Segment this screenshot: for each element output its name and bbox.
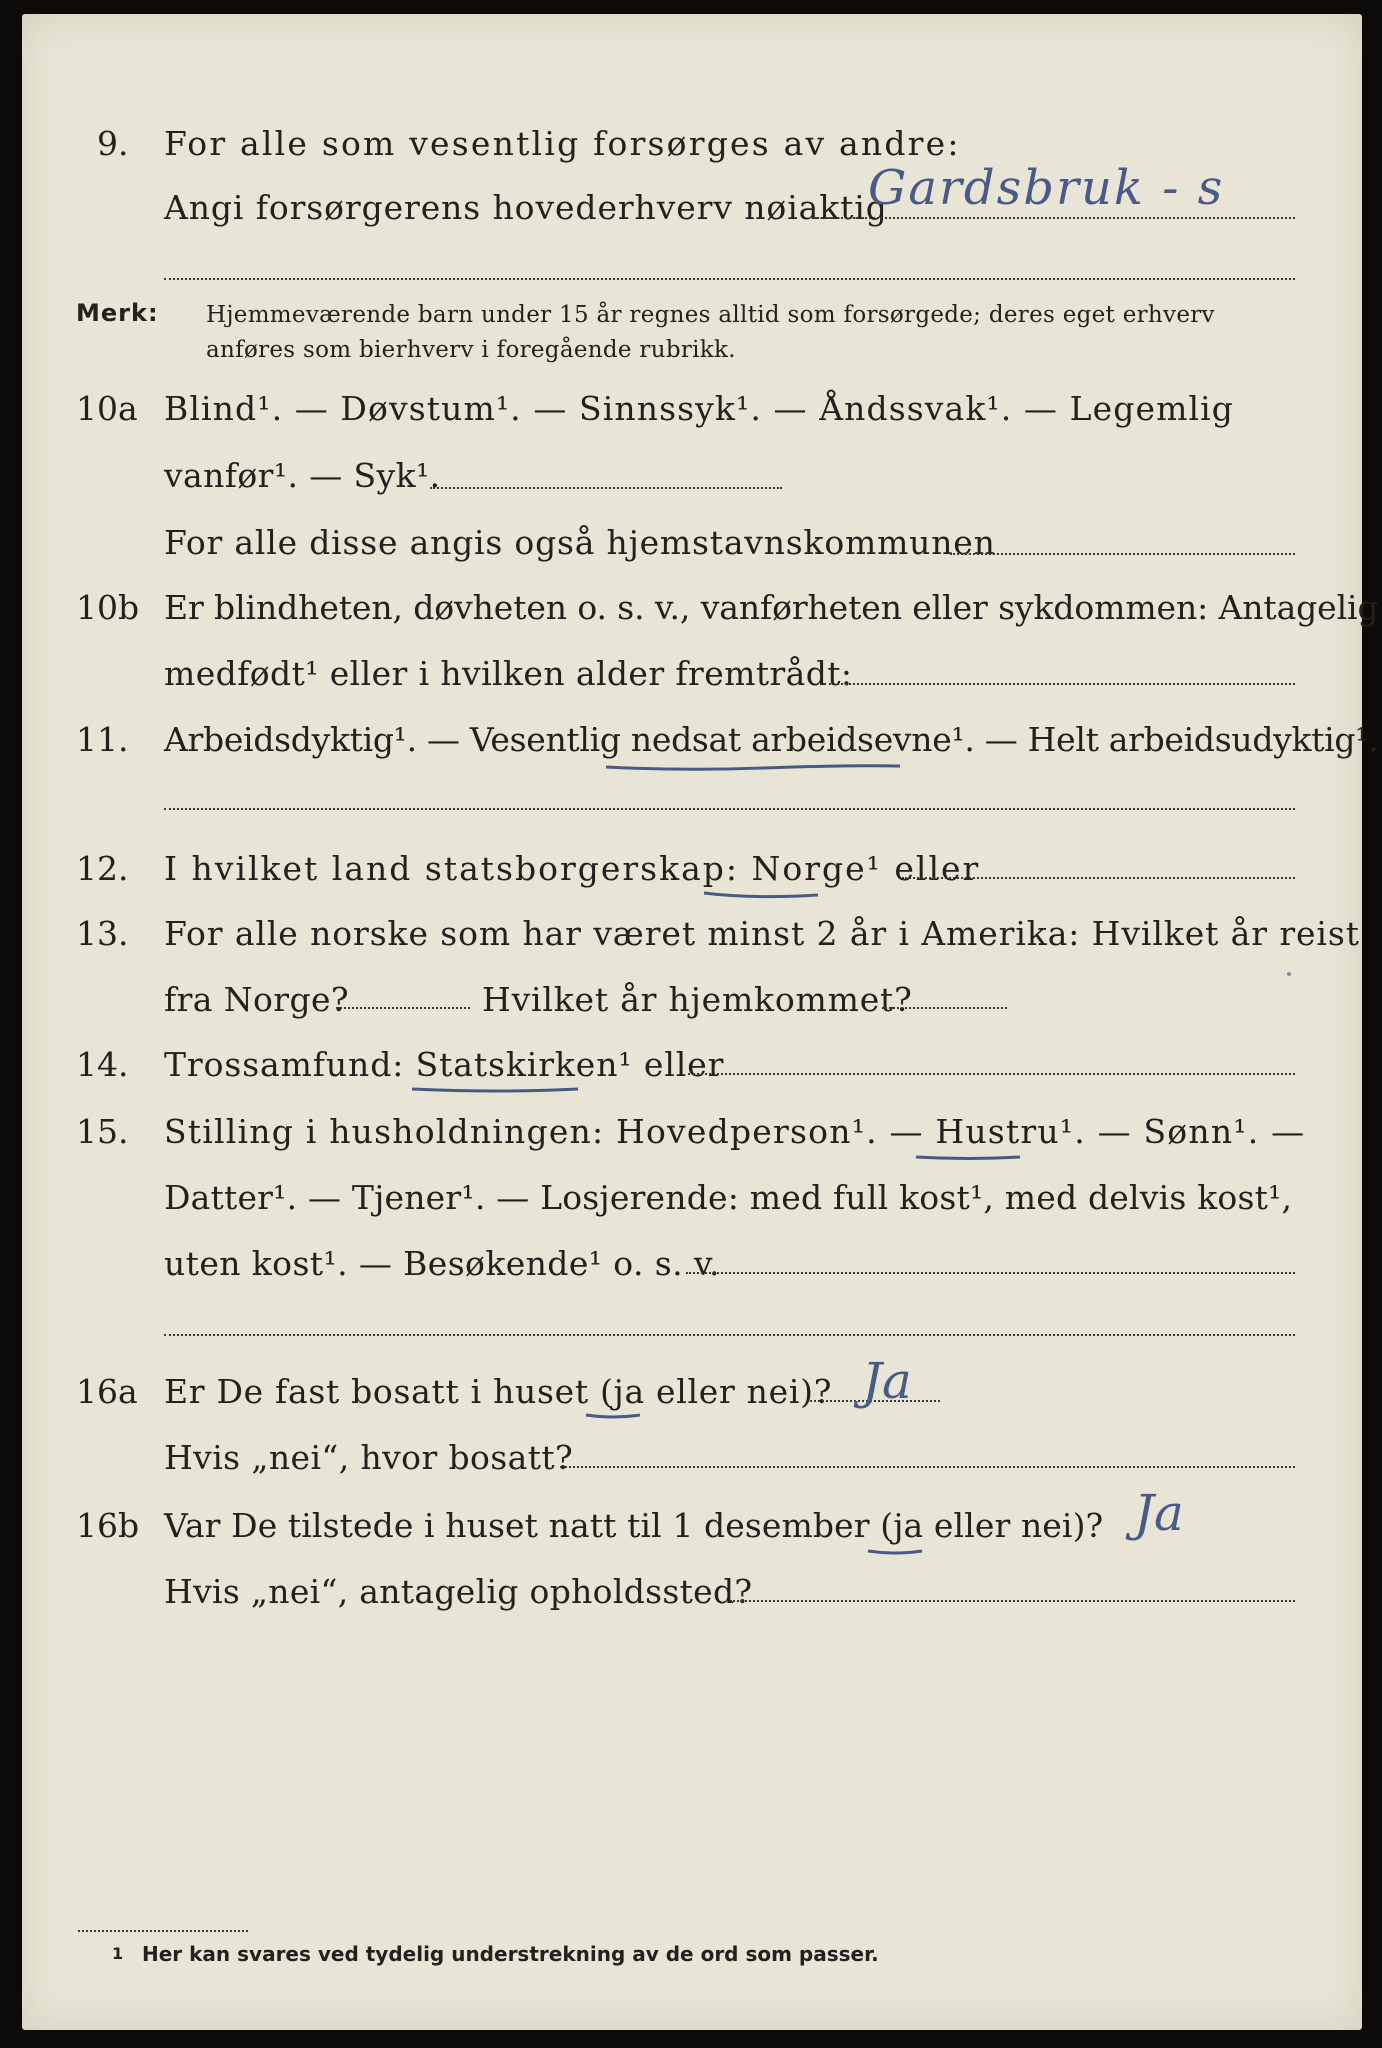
- answer-line: [560, 1466, 1295, 1468]
- item-15-number: 15.: [76, 1112, 129, 1151]
- answer-line: [824, 683, 1295, 685]
- merk-line1: Hjemmeværende barn under 15 år regnes alltid som forsørgede; deres eget erhverv: [206, 302, 1215, 328]
- handwritten-answer-16a: Ja: [862, 1352, 912, 1410]
- handwritten-underline-ja: [584, 1410, 644, 1422]
- handwritten-underline-hustru: [914, 1152, 1024, 1164]
- item-16a-line2: Hvis „nei“, hvor bosatt?: [164, 1438, 574, 1477]
- answer-line: [686, 1272, 1295, 1274]
- footnote-mark: 1: [112, 1944, 124, 1963]
- item-13-number: 13.: [76, 914, 129, 953]
- item-15-line2: Datter¹. — Tjener¹. — Losjerende: med full kost¹, med delvis kost¹,: [164, 1178, 1293, 1217]
- footnote-text: Her kan svares ved tydelig understrekning av de ord som passer.: [142, 1942, 879, 1966]
- handwritten-answer-occupation: Gardsbruk - s: [868, 160, 1225, 216]
- item-10a-line3: For alle disse angis også hjemstavnskommunen: [164, 523, 996, 562]
- merk-line2: anføres som bierhverv i foregående rubrikk.: [206, 337, 736, 363]
- item-16a-number: 16a: [76, 1372, 138, 1411]
- section-divider: [164, 278, 1295, 280]
- item-9-line1: For alle som vesentlig forsørges av andre:: [164, 124, 961, 163]
- handwritten-answer-16b: Ja: [1134, 1484, 1184, 1542]
- answer-line: [813, 217, 1295, 219]
- item-14-number: 14.: [76, 1045, 129, 1084]
- item-12-line1: I hvilket land statsborgerskap: Norge¹ eller: [164, 849, 981, 888]
- item-16b-line1: Var De tilstede i huset natt til 1 desember (ja eller nei)?: [164, 1506, 1104, 1545]
- answer-line: [902, 877, 1295, 879]
- item-10b-number: 10b: [76, 588, 140, 627]
- item-11-line1: Arbeidsdyktig¹. — Vesentlig nedsat arbeidsevne¹. — Helt arbeidsudyktig¹.: [164, 720, 1379, 759]
- item-13-line2a: fra Norge?: [164, 980, 350, 1019]
- item-10b-line1: Er blindheten, døvheten o. s. v., vanførheten eller sykdommen: Antagelig: [164, 588, 1379, 627]
- answer-line: [688, 1073, 1295, 1075]
- item-16a-line1: Er De fast bosatt i huset (ja eller nei)?: [164, 1372, 833, 1411]
- item-10b-line2: medfødt¹ eller i hvilken alder fremtrådt:: [164, 654, 853, 693]
- answer-line: [950, 553, 1295, 555]
- item-9-line2: Angi forsørgerens hovederhverv nøiaktig: [164, 188, 888, 227]
- item-11-number: 11.: [76, 720, 129, 759]
- answer-line: [730, 1600, 1295, 1602]
- merk-label: Merk:: [76, 299, 159, 327]
- item-10a-number: 10a: [76, 389, 138, 428]
- handwritten-underline-statskirken: [410, 1084, 582, 1096]
- handwritten-underline-norge: [702, 889, 822, 901]
- item-12-number: 12.: [76, 849, 129, 888]
- item-10a-line1: Blind¹. — Døvstum¹. — Sinnssyk¹. — Åndssvak¹. — Legemlig: [164, 389, 1235, 428]
- answer-line: [882, 1007, 1007, 1009]
- section-divider: [164, 808, 1295, 810]
- answer-line: [336, 1007, 470, 1009]
- item-10a-line2: vanfør¹. — Syk¹.: [164, 456, 441, 495]
- item-9-number: 9.: [97, 124, 129, 163]
- ink-spot: [1287, 972, 1291, 976]
- item-13-line1: For alle norske som har været minst 2 år i Amerika: Hvilket år reist: [164, 914, 1360, 953]
- item-13-line2b: Hvilket år hjemkommet?: [482, 980, 913, 1019]
- section-divider: [164, 1334, 1295, 1336]
- item-14-line1: Trossamfund: Statskirken¹ eller: [164, 1045, 725, 1084]
- item-15-line3: uten kost¹. — Besøkende¹ o. s. v.: [164, 1244, 720, 1283]
- answer-line: [430, 487, 782, 489]
- handwritten-underline-ja: [866, 1546, 926, 1558]
- item-15-line1: Stilling i husholdningen: Hovedperson¹. — Hustru¹. — Sønn¹. —: [164, 1112, 1306, 1151]
- item-16b-line2: Hvis „nei“, antagelig opholdssted?: [164, 1572, 753, 1611]
- footnote-divider: [78, 1930, 248, 1932]
- handwritten-underline-nedsat-arbeidsevne: [604, 762, 904, 774]
- item-16b-number: 16b: [76, 1506, 140, 1545]
